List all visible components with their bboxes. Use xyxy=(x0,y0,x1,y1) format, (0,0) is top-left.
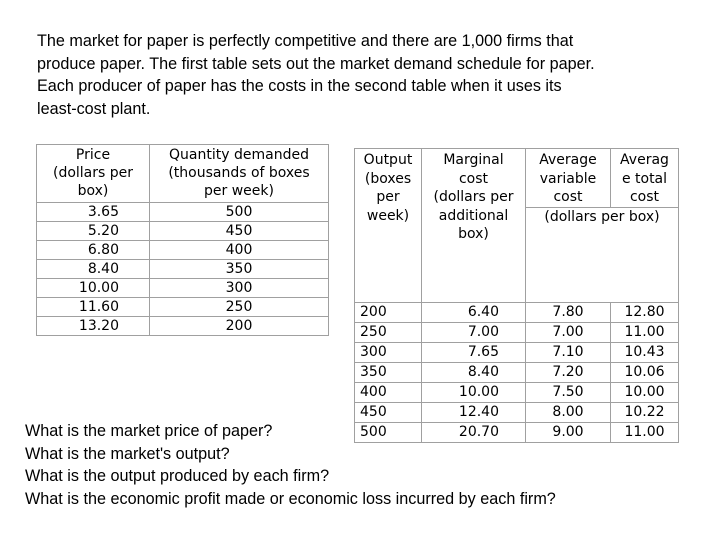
table-row xyxy=(355,362,679,382)
quantity-cell: 400 xyxy=(150,241,329,260)
table-row xyxy=(37,298,329,317)
price-cell: 10.00 xyxy=(37,279,150,298)
price-cell: 6.80 xyxy=(37,241,150,260)
avc-cell: 7.20 xyxy=(526,362,611,382)
table-row xyxy=(37,317,329,336)
atc-cell: 10.43 xyxy=(611,342,679,362)
table-row xyxy=(355,322,679,342)
questions-list xyxy=(25,420,705,510)
output-cell: 350 xyxy=(355,362,422,382)
quantity-cell: 250 xyxy=(150,298,329,317)
avc-cell: 7.10 xyxy=(526,342,611,362)
question-item: What is the market price of paper? xyxy=(25,422,273,440)
table-row xyxy=(355,342,679,362)
table-row xyxy=(355,402,679,422)
atc-cell: 11.00 xyxy=(611,322,679,342)
price-header: Price (dollars per box) xyxy=(37,145,150,203)
quantity-cell: 450 xyxy=(150,222,329,241)
table-row xyxy=(37,241,329,260)
marginal-cost-header: Marginal cost (dollars per additional box) xyxy=(422,149,526,303)
atc-cell: 11.00 xyxy=(611,422,679,442)
table-row xyxy=(37,203,329,222)
quantity-cell: 350 xyxy=(150,260,329,279)
table-row xyxy=(355,302,679,322)
intro-line: Each producer of paper has the costs in the second table when it uses its xyxy=(37,77,562,95)
question-item: What is the economic profit made or economic loss incurred by each firm? xyxy=(25,489,556,508)
intro-line: produce paper. The first table sets out the market demand schedule for paper. xyxy=(37,54,595,73)
avc-cell: 9.00 xyxy=(526,422,611,442)
avc-cell: 7.50 xyxy=(526,382,611,402)
firm-cost-table xyxy=(354,148,679,443)
price-cell: 5.20 xyxy=(37,222,150,241)
quantity-cell: 300 xyxy=(150,279,329,298)
marginal-cost-cell: 20.70 xyxy=(422,422,526,442)
output-header: Output (boxes per week) xyxy=(355,149,422,303)
table-row xyxy=(355,382,679,402)
price-cell: 11.60 xyxy=(37,298,150,317)
units-label: (dollars per box) xyxy=(526,207,679,302)
quantity-cell: 500 xyxy=(150,203,329,222)
intro-paragraph xyxy=(37,30,677,120)
intro-line: least-cost plant. xyxy=(37,99,151,118)
average-variable-cost-header: Average variable cost xyxy=(526,149,611,208)
avc-cell: 8.00 xyxy=(526,402,611,422)
atc-cell: 10.00 xyxy=(611,382,679,402)
question-item: What is the output produced by each firm? xyxy=(25,467,330,485)
avc-cell: 7.80 xyxy=(526,302,611,322)
output-cell: 300 xyxy=(355,342,422,362)
marginal-cost-cell: 7.00 xyxy=(422,322,526,342)
atc-cell: 10.06 xyxy=(611,362,679,382)
table-row xyxy=(37,279,329,298)
marginal-cost-cell: 12.40 xyxy=(422,402,526,422)
price-cell: 3.65 xyxy=(37,203,150,222)
question-item: What is the market's output? xyxy=(25,444,230,463)
marginal-cost-cell: 10.00 xyxy=(422,382,526,402)
table-row xyxy=(37,260,329,279)
marginal-cost-cell: 8.40 xyxy=(422,362,526,382)
output-cell: 200 xyxy=(355,302,422,322)
output-cell: 450 xyxy=(355,402,422,422)
average-total-cost-header: Averag e total cost xyxy=(611,149,679,208)
demand-schedule-table xyxy=(36,144,329,336)
output-cell: 250 xyxy=(355,322,422,342)
atc-cell: 12.80 xyxy=(611,302,679,322)
price-cell: 13.20 xyxy=(37,317,150,336)
output-cell: 400 xyxy=(355,382,422,402)
quantity-demanded-header: Quantity demanded (thousands of boxes per week) xyxy=(150,145,329,203)
atc-cell: 10.22 xyxy=(611,402,679,422)
quantity-cell: 200 xyxy=(150,317,329,336)
avc-cell: 7.00 xyxy=(526,322,611,342)
price-cell: 8.40 xyxy=(37,260,150,279)
table-header-row xyxy=(355,149,679,208)
table-row xyxy=(37,222,329,241)
marginal-cost-cell: 6.40 xyxy=(422,302,526,322)
output-cell: 500 xyxy=(355,422,422,442)
marginal-cost-cell: 7.65 xyxy=(422,342,526,362)
intro-line: The market for paper is perfectly competitive and there are 1,000 firms that xyxy=(37,32,574,50)
table-header-row xyxy=(37,145,329,203)
